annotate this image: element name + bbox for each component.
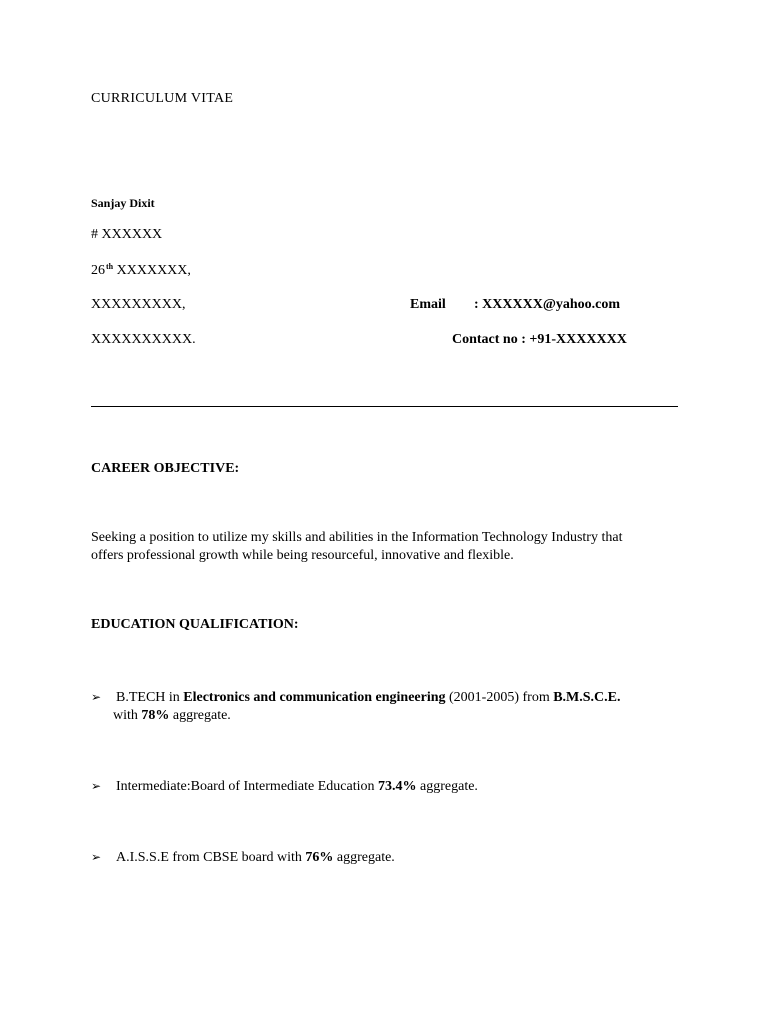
page-title: CURRICULUM VITAE bbox=[91, 91, 234, 106]
phone-label: Contact no : bbox=[452, 332, 526, 347]
address-line-4: XXXXXXXXXX. bbox=[91, 332, 196, 347]
address-ordinal: th bbox=[106, 262, 114, 271]
intermediate-suffix: aggregate. bbox=[416, 779, 478, 794]
arrow-bullet-icon: ➢ bbox=[91, 690, 102, 704]
address-street: XXXXXXX, bbox=[113, 263, 191, 278]
intermediate-text: Intermediate:Board of Intermediate Education bbox=[116, 779, 379, 794]
aisse-percent: 76% bbox=[305, 850, 334, 865]
aisse-suffix: aggregate. bbox=[333, 850, 395, 865]
education-item-aisse bbox=[91, 848, 395, 867]
arrow-bullet-icon: ➢ bbox=[91, 779, 102, 793]
address-line-1: # XXXXXX bbox=[91, 227, 163, 242]
career-objective-heading: CAREER OBJECTIVE: bbox=[91, 461, 240, 476]
horizontal-divider bbox=[91, 406, 678, 407]
objective-line-1: Seeking a position to utilize my skills and abilities in the Information Technology Industry that bbox=[91, 530, 623, 545]
email-value: : XXXXXX@yahoo.com bbox=[474, 297, 621, 312]
address-line-2 bbox=[91, 262, 191, 279]
btech-suffix: aggregate. bbox=[169, 708, 231, 723]
education-item-intermediate bbox=[91, 777, 478, 796]
arrow-bullet-icon: ➢ bbox=[91, 850, 102, 864]
aisse-text: A.I.S.S.E from CBSE board with bbox=[116, 850, 306, 865]
education-heading: EDUCATION QUALIFICATION: bbox=[91, 617, 299, 632]
address-number: 26 bbox=[91, 263, 105, 278]
phone-line bbox=[452, 332, 627, 348]
email-label: Email bbox=[410, 297, 446, 312]
education-item-btech bbox=[91, 688, 621, 725]
btech-prefix: B.TECH in bbox=[116, 690, 184, 705]
btech-years: (2001-2005) from bbox=[445, 690, 554, 705]
intermediate-percent: 73.4% bbox=[378, 779, 417, 794]
candidate-name: Sanjay Dixit bbox=[91, 196, 155, 210]
btech-with: with bbox=[113, 708, 142, 723]
btech-branch: Electronics and communication engineering bbox=[183, 690, 446, 705]
email-line bbox=[410, 297, 620, 313]
address-line-3: XXXXXXXXX, bbox=[91, 297, 186, 312]
career-objective-text bbox=[91, 529, 681, 565]
phone-value: +91-XXXXXXX bbox=[529, 332, 627, 347]
objective-line-2: offers professional growth while being resourceful, innovative and flexible. bbox=[91, 548, 514, 563]
btech-percent: 78% bbox=[141, 708, 170, 723]
btech-college: B.M.S.C.E. bbox=[553, 690, 621, 705]
